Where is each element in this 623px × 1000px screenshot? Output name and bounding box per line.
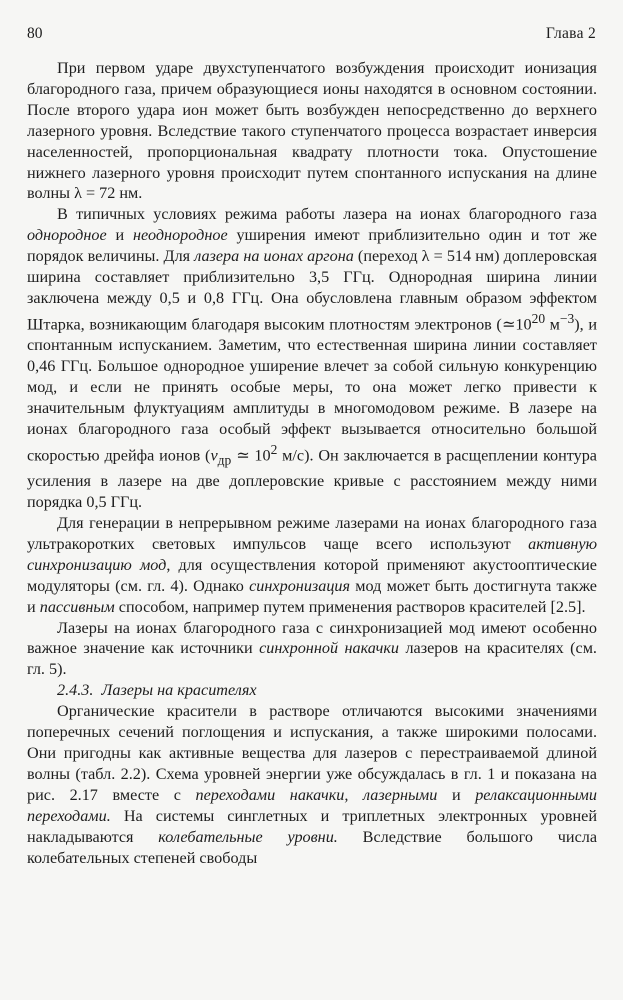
paragraph-1: При первом ударе двухступенчатого возбуждения происходит ионизация благородного газа, причем образующиеся ионы находятся в основном состоянии. После второго удара ион может быть возбужден непосредственно до верхнего лазерного уровня. Вследствие такого ступенчатого процесса возрастает инверсия населенностей, пропорциональная квадрату плотности тока. Опустошение нижнего лазерного уровня происходит путем спонтанного испускания на длине волны λ = 72 нм. — [27, 59, 597, 203]
page-header — [27, 24, 596, 44]
section-number: 2.4.3. — [57, 681, 94, 700]
paragraph-5: Органические красители в растворе отличаются высокими значениями поперечных сечений поглощения и испускания, а также широкими полосами. Они пригодны как активные вещества для лазеров с перестраиваемой длиной волны (табл. 2.2). Схема уровней энергии уже обсуждалась в гл. 1 и показана на рис. 2.17 вместе с переходами накачки, лазерными и релаксационными переходами. На системы синглетных и триплетных электронных уровней накладываются колебательные уровни. Вследствие большого числа колебательных степеней свободы — [27, 702, 598, 867]
paragraph-3: Для генерации в непрерывном режиме лазерами на ионах благородного газа ультракоротких световых импульсов чаще всего используют активную синхронизацию мод, для осуществления которой применяют акустооптические модуляторы (см. гл. 4). Однако синхронизация мод может быть достигнута также и пассивным способом, например путем применения растворов красителей [2.5]. — [27, 514, 597, 616]
paragraph-4: Лазеры на ионах благородного газа с синхронизацией мод имеют особенно важное значение как источники синхронной накачки лазеров на красителях (см. гл. 5). — [27, 618, 597, 679]
paragraph-2: В типичных условиях режима работы лазера на ионах благородного газа однородное и неоднородное уширения имеют приблизительно один и тот же порядок величины. Для лазера на ионах аргона (переход λ = 514 нм) доплеровская ширина составляет приблизительно 3,5 ГГц. Однородная ширина линии заключена между 0,5 и 0,8 ГГц. Она обусловлена главным образом эффектом Штарка, возникающим благодаря высоким плотностям электронов ($≃10^{20}$ $м^{-3}$), и спонтанным испусканием. Заметим, что естественная ширина линии составляет 0,46 ГГц. Большое однородное уширение влечет за собой сильную конкуренцию мод, и если не принять особые меры, то она может легко привести к значительным флуктуациям амплитуды в многомодовом режиме. В лазере на ионах благородного газа особый эффект вызывается относительно большой скоростью дрейфа ионов ($v_{др}$ ≃ $10^2$ м/с). Он заключается в расщеплении контура усиления в лазере на две доплеровские кривые с расстоянием между ними порядка 0,5 ГГц. — [27, 205, 597, 512]
page-number: 80 — [27, 25, 43, 42]
section-title: Лазеры на красителях — [101, 681, 257, 700]
chapter-title: Глава 2 — [545, 25, 596, 42]
section-heading — [27, 680, 597, 701]
body-text — [27, 58, 597, 868]
